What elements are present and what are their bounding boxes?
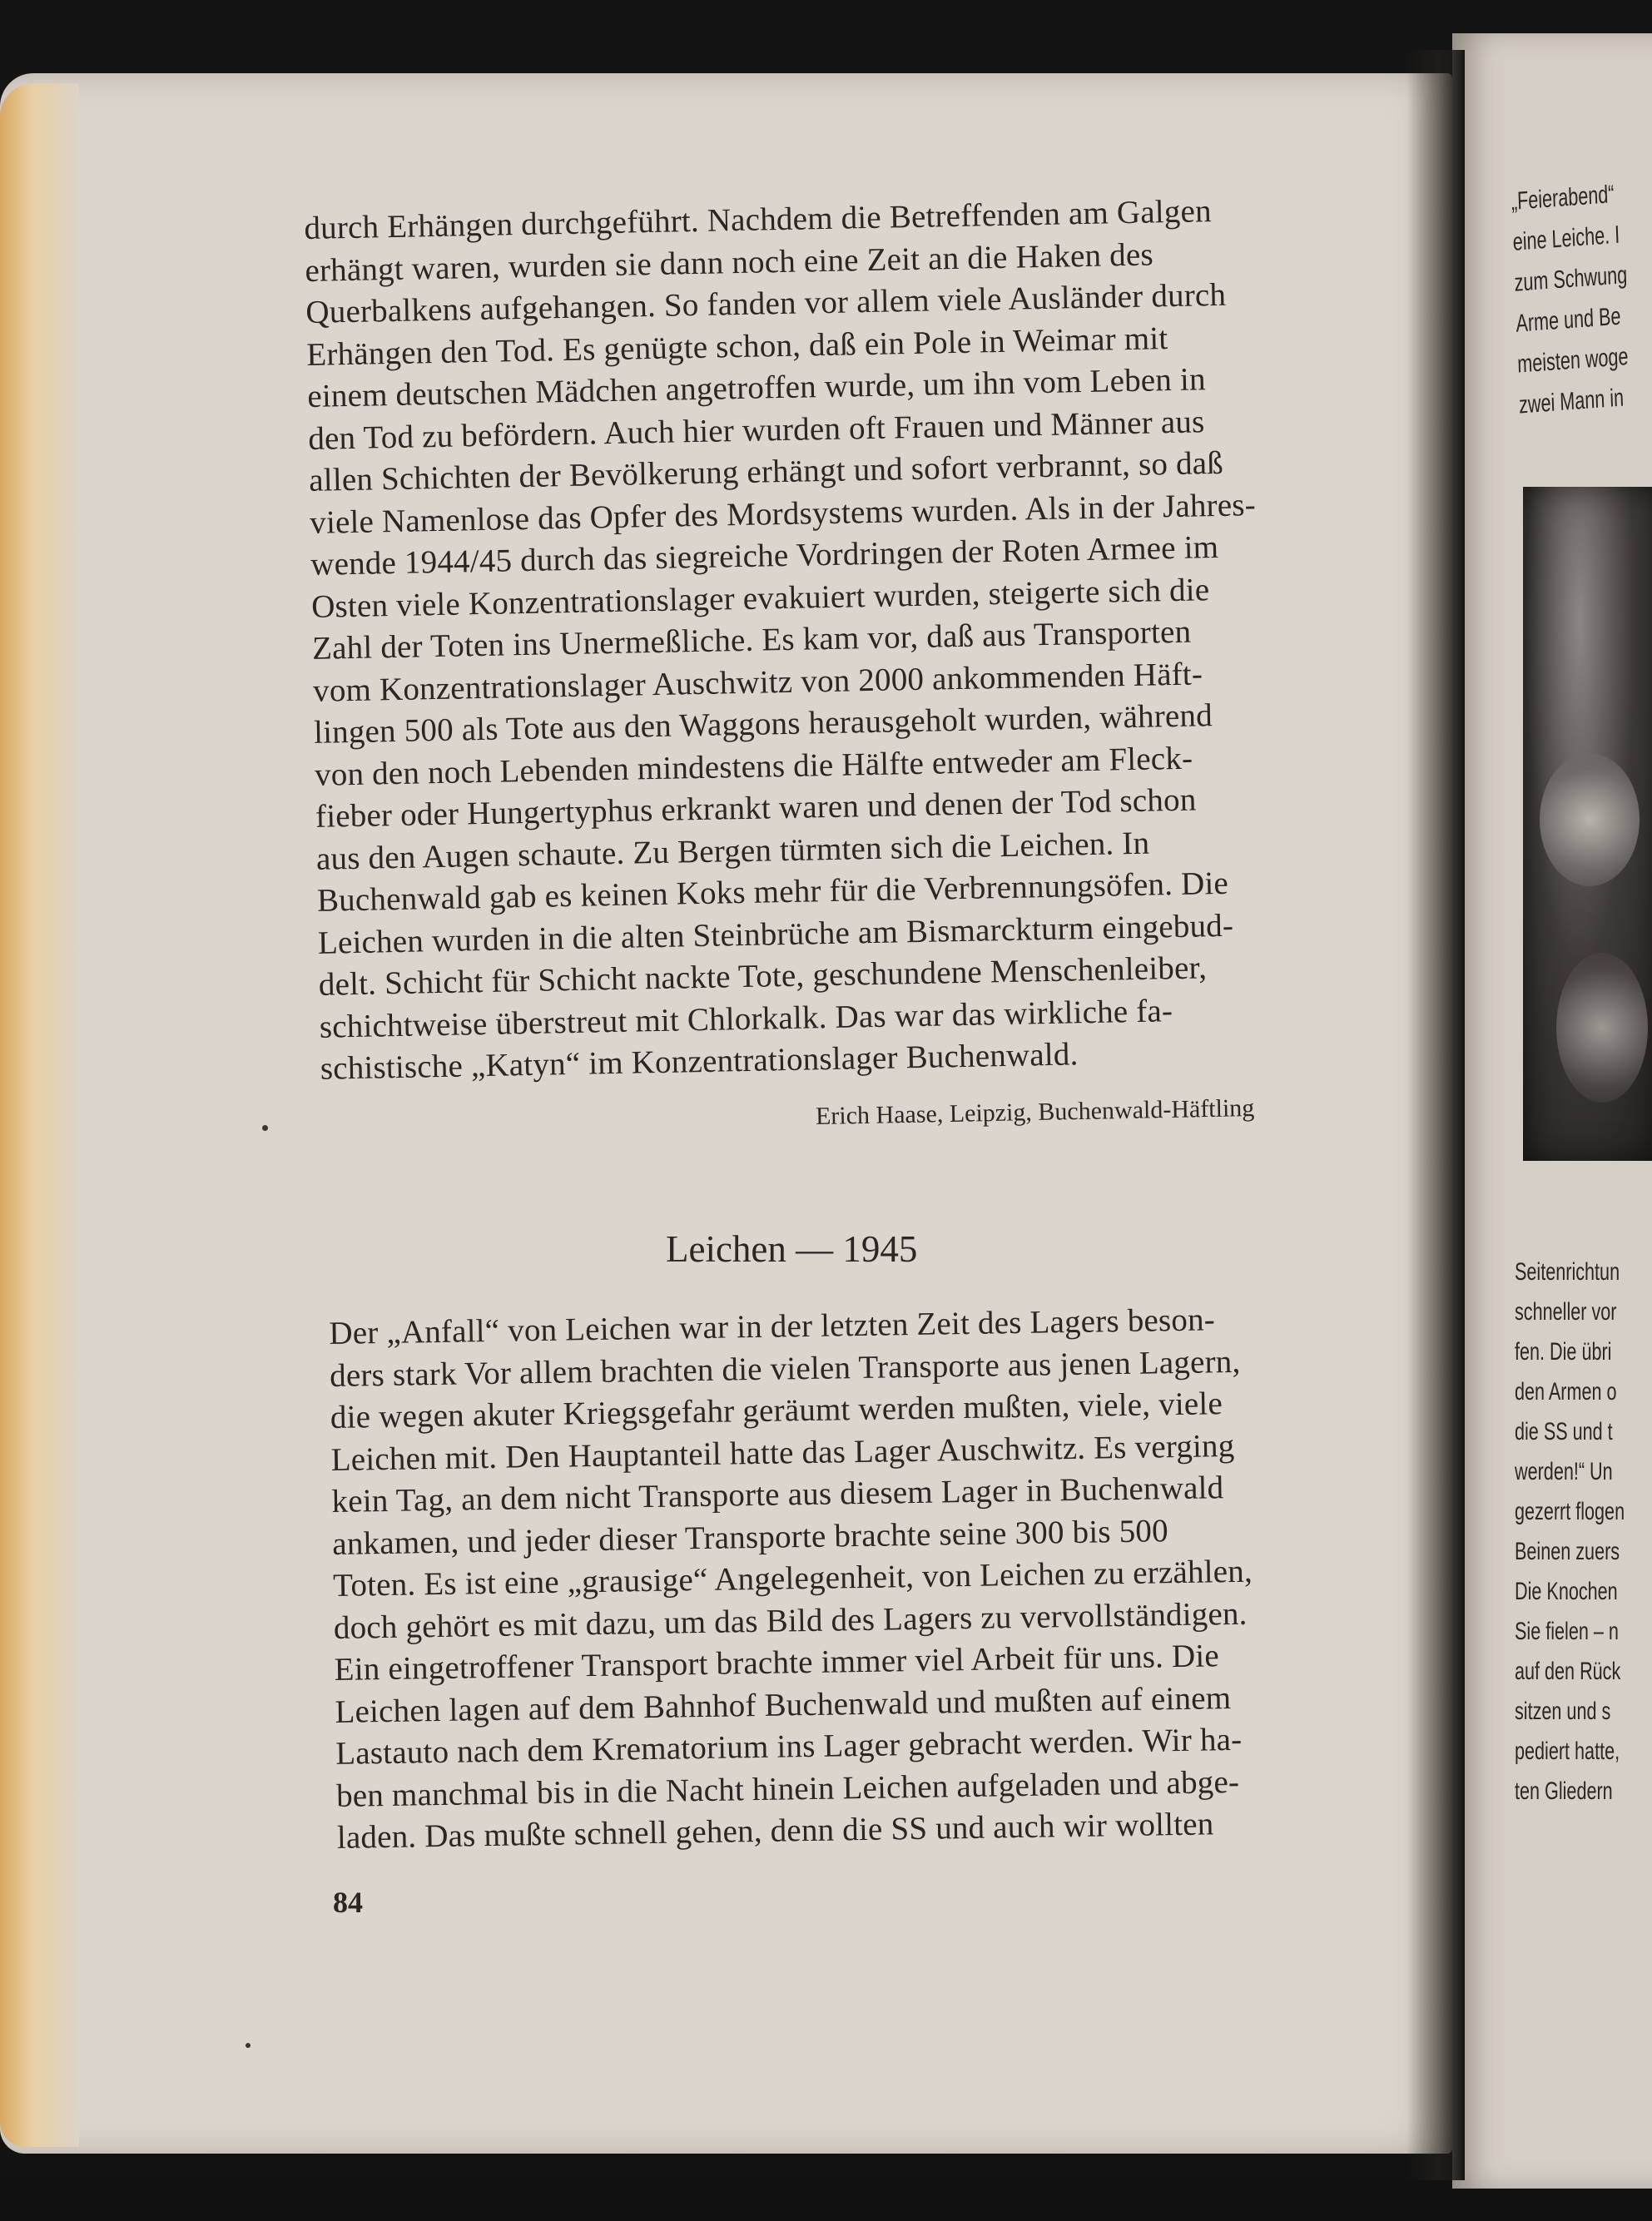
book-gutter xyxy=(1406,50,1465,2180)
author-signature: Erich Haase, Leipzig, Buchenwald-Häftling xyxy=(815,1093,1255,1131)
paragraph-line: vom Konzentrationslager Auschwitz von 2000 ankommenden Häft- xyxy=(312,655,1203,709)
paragraph-line: kein Tag, an dem nicht Transporte aus diesem Lager in Buchenwald xyxy=(331,1470,1224,1520)
paragraph-line: Leichen lagen auf dem Bahnhof Buchenwald und mußten auf einem xyxy=(335,1679,1232,1730)
right-page-line: Seitenrichtun xyxy=(1515,1258,1620,1286)
paragraph-line: viele Namenlose das Opfer des Mordsystems wurden. Als in der Jahres- xyxy=(309,486,1257,541)
paragraph-line: Leichen mit. Den Hauptanteil hatte das Lager Auschwitz. Es verging xyxy=(330,1427,1235,1478)
paragraph-line: Zahl der Toten ins Unermeßliche. Es kam vor, daß aus Transporten xyxy=(311,613,1192,667)
paragraph-line: Erhängen den Tod. Es genügte schon, daß ein Pole in Weimar mit xyxy=(305,320,1168,373)
section-heading: Leichen — 1945 xyxy=(666,1228,918,1270)
right-page-line: auf den Rück xyxy=(1515,1658,1621,1685)
paragraph-line: laden. Das mußte schnell gehen, denn die SS und auch wir wollten xyxy=(336,1806,1214,1856)
paragraph-line: Toten. Es ist eine „grausige“ Angelegenheit, von Leichen zu erzählen, xyxy=(332,1553,1253,1604)
paragraph-line: von den noch Lebenden mindestens die Hälfte entweder am Fleck- xyxy=(314,740,1193,793)
paragraph-line: Lastauto nach dem Krematorium ins Lager gebracht werden. Wir ha- xyxy=(335,1721,1243,1772)
paragraph-line: Buchenwald gab es keinen Koks mehr für die Verbrennungsöfen. Die xyxy=(316,865,1229,919)
paragraph-line: Ein eingetroffener Transport brachte immer viel Arbeit für uns. Die xyxy=(334,1638,1220,1688)
right-page-line: sitzen und s xyxy=(1515,1698,1611,1725)
right-page-line: eine Leiche. I xyxy=(1512,221,1620,256)
paragraph-line: lingen 500 als Tote aus den Waggons herausgeholt wurden, während xyxy=(313,697,1213,751)
paragraph-line: durch Erhängen durchgeführt. Nachdem die Betreffenden am Galgen xyxy=(304,193,1213,246)
left-page-edge xyxy=(0,83,79,2147)
paragraph-line: einem deutschen Mädchen angetroffen wurde, um ihn vom Leben in xyxy=(306,361,1207,414)
paragraph-2 xyxy=(329,1296,1377,1859)
paragraph-1 xyxy=(304,188,1361,1090)
paragraph-line: ben manchmal bis in die Nacht hinein Leichen aufgeladen und abge- xyxy=(335,1763,1240,1814)
right-page-text-bottom xyxy=(1515,1252,1625,1812)
paragraph-line: die wegen akuter Kriegsgefahr geräumt werden mußten, viele, viele xyxy=(330,1386,1223,1435)
right-page-line: werden!“ Un xyxy=(1515,1458,1613,1485)
paragraph-line: delt. Schicht für Schicht nackte Tote, geschundene Menschenleiber, xyxy=(318,949,1208,1003)
right-page-line: ten Gliedern xyxy=(1515,1777,1613,1805)
ink-speck xyxy=(262,1125,268,1131)
right-page-line: gezerrt flogen xyxy=(1515,1498,1625,1525)
right-page-line: „Feierabend“ xyxy=(1511,180,1615,216)
right-page-line: pediert hatte, xyxy=(1515,1738,1620,1765)
ink-speck xyxy=(246,2043,251,2048)
right-page-line: Die Knochen xyxy=(1515,1578,1618,1605)
right-page-line: Arme und Be xyxy=(1515,302,1621,338)
right-page-line: Beinen zuers xyxy=(1515,1538,1620,1565)
paragraph-line: Osten viele Konzentrationslager evakuiert wurden, steigerte sich die xyxy=(310,571,1210,625)
right-page-line: die SS und t xyxy=(1515,1418,1613,1445)
photograph xyxy=(1523,487,1652,1161)
right-page-line: zwei Mann in xyxy=(1518,384,1625,419)
paragraph-line: erhängt waren, wurden sie dann noch eine Zeit an die Haken des xyxy=(305,235,1154,289)
paragraph-line: Leichen wurden in die alten Steinbrüche am Bismarckturm eingebud- xyxy=(317,907,1234,961)
paragraph-line: schichtweise überstreut mit Chlorkalk. Das war das wirkliche fa- xyxy=(319,992,1173,1045)
paragraph-line: allen Schichten der Bevölkerung erhängt und sofort verbrannt, so daß xyxy=(308,444,1224,498)
right-page-text-top xyxy=(1511,173,1633,425)
right-page-line: meisten woge xyxy=(1516,343,1630,379)
paragraph-line: doch gehört es mit dazu, um das Bild des Lagers zu vervollständigen. xyxy=(333,1595,1248,1646)
paragraph-line: wende 1944/45 durch das siegreiche Vordringen der Roten Armee im xyxy=(310,528,1219,583)
paragraph-line: fieber oder Hungertyphus erkrankt waren und denen der Tod schon xyxy=(315,781,1197,835)
paragraph-line: aus den Augen schaute. Zu Bergen türmten sich die Leichen. In xyxy=(315,825,1150,877)
right-page-line: zum Schwung xyxy=(1513,260,1628,297)
right-page-line: Sie fielen – n xyxy=(1515,1618,1619,1645)
page-number: 84 xyxy=(333,1886,363,1919)
right-page-line: fen. Die übri xyxy=(1515,1338,1612,1366)
photo-highlight xyxy=(1540,753,1640,886)
photo-highlight xyxy=(1556,953,1648,1103)
paragraph-line: ankamen, und jeder dieser Transporte brachte seine 300 bis 500 xyxy=(332,1512,1169,1562)
paragraph-line: ders stark Vor allem brachten die vielen Transporte aus jenen Lagern, xyxy=(329,1343,1241,1394)
paragraph-line: Querbalkens aufgehangen. So fanden vor allem viele Ausländer durch xyxy=(305,276,1227,330)
right-page-line: schneller vor xyxy=(1515,1298,1617,1326)
paragraph-line: den Tod zu befördern. Auch hier wurden oft Frauen und Männer aus xyxy=(307,403,1205,457)
paragraph-line: Der „Anfall“ von Leichen war in der letzten Zeit des Lagers beson- xyxy=(329,1301,1216,1351)
paragraph-line: schistische „Katyn“ im Konzentrationslager Buchenwald. xyxy=(320,1036,1079,1087)
right-page-line: den Armen o xyxy=(1515,1378,1617,1405)
